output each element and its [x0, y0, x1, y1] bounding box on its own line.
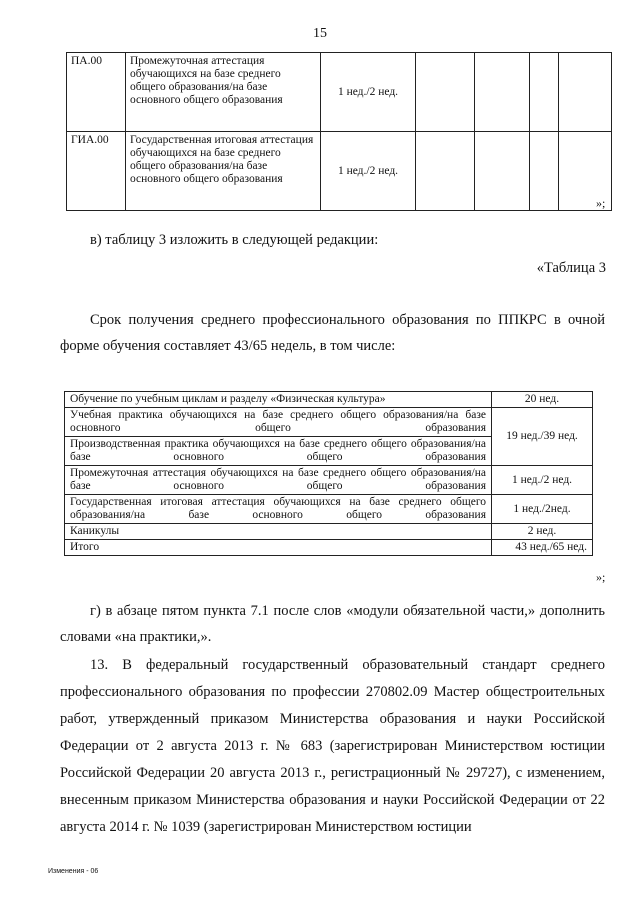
row-label: Каникулы: [65, 524, 492, 540]
paragraph-g-text: г) в абзаце пятом пункта 7.1 после слов «модули обязательной части,» дополнить словами «на практики,».: [60, 603, 605, 645]
row-value: 43 нед./65 нед.: [492, 540, 593, 556]
empty-cell: [416, 53, 475, 132]
empty-cell: [416, 132, 475, 211]
table-row: [65, 466, 593, 495]
table-row: [67, 53, 612, 132]
row-value: 1 нед./2нед.: [492, 495, 593, 524]
row-value: 19 нед./39 нед.: [492, 408, 593, 466]
empty-cell: [530, 53, 559, 132]
row-label: Учебная практика обучающихся на базе среднего общего образования/на базе основного общего образования: [65, 408, 492, 437]
table-closing-quote: »;: [596, 196, 606, 210]
table-closing-quote: »;: [596, 570, 606, 584]
row-hours: 1 нед./2 нед.: [321, 132, 416, 211]
table-row: [65, 495, 593, 524]
paragraph-v: в) таблицу 3 изложить в следующей редакции:: [90, 232, 379, 248]
table-3: [64, 391, 593, 556]
row-value: 20 нед.: [492, 392, 593, 408]
row-value: 2 нед.: [492, 524, 593, 540]
paragraph-13: [60, 652, 605, 841]
page-number: 15: [313, 26, 327, 41]
row-label: Обучение по учебным циклам и разделу «Физическая культура»: [65, 392, 492, 408]
footer-label: Изменения - 06: [48, 868, 99, 875]
table-row: [67, 132, 612, 211]
row-label: Промежуточная аттестация обучающихся на базе среднего общего образования/на базе основного общего образования: [65, 466, 492, 495]
empty-cell: [530, 132, 559, 211]
paragraph-duration-text: Срок получения среднего профессионального образования по ППКРС в очной форме обучения составляет 43/65 недель, в том числе:: [60, 312, 605, 354]
row-name: Государственная итоговая аттестация обучающихся на базе среднего общего образования/на базе основного общего образования: [126, 132, 321, 211]
table-label: «Таблица 3: [536, 260, 606, 276]
row-value: 1 нед./2 нед.: [492, 466, 593, 495]
row-code: ГИА.00: [67, 132, 126, 211]
paragraph-duration: [60, 307, 605, 359]
curriculum-table-fragment: [66, 52, 612, 211]
paragraph-13-text: 13. В федеральный государственный образовательный стандарт среднего профессионального образования по профессии 270802.09 Мастер общестроительных работ, утвержденный приказом Министерства образования и науки Российской Федерации от 2 августа 2013 г. № 683 (зарегистрирован Министерством юстиции Российской Федерации 20 августа 2013 г., регистрационный № 29727), с изменением, внесенным приказом Министерства образования и науки Российской Федерации от 22 августа 2014 г. № 1039 (зарегистрирован Министерством юстиции: [60, 657, 605, 835]
paragraph-g: [60, 598, 605, 650]
row-label: Итого: [65, 540, 492, 556]
table-row: [65, 408, 593, 437]
empty-cell: [475, 53, 530, 132]
row-hours: 1 нед./2 нед.: [321, 53, 416, 132]
table-row: [65, 540, 593, 556]
empty-cell: [559, 53, 612, 132]
table-row: [65, 524, 593, 540]
empty-cell: [475, 132, 530, 211]
row-code: ПА.00: [67, 53, 126, 132]
row-label: Производственная практика обучающихся на базе среднего общего образования/на базе основного общего образования: [65, 437, 492, 466]
table-row: [65, 392, 593, 408]
row-name: Промежуточная аттестация обучающихся на базе среднего общего образования/на базе основного общего образования: [126, 53, 321, 132]
row-label: Государственная итоговая аттестация обучающихся на базе среднего общего образования/на базе основного общего образования: [65, 495, 492, 524]
